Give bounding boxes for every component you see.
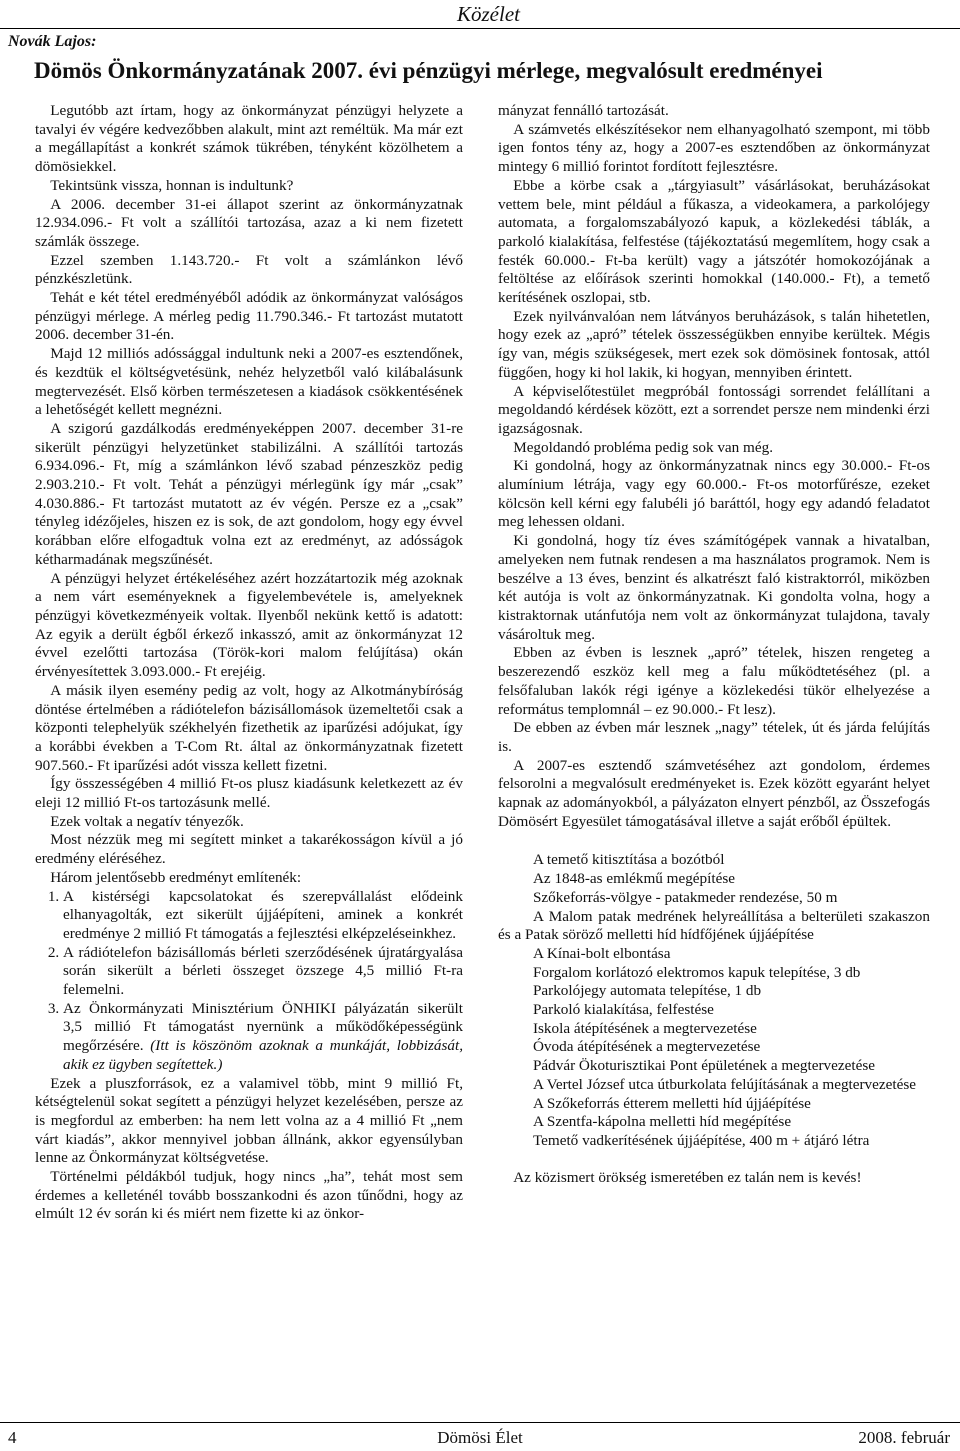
numbered-list	[35, 888, 463, 1075]
achievement-item: Pádvár Ökoturisztikai Pont épületének a megtervezetése	[532, 1057, 875, 1075]
page-number: 4	[8, 1428, 17, 1447]
achievement-item: A Vertel József utca útburkolata felújításának a megtervezetése	[532, 1075, 916, 1093]
right-column	[498, 102, 930, 1187]
paragraph: A 2006. december 31-ei állapot szerint az önkormányzatnak 12.934.096.- Ft volt a szállítói tartozása, azaz a ki nem fizetett számlák összege.	[35, 195, 463, 250]
paragraph: Történelmi példákból tudjuk, hogy nincs „ha”, tehát most sem érdemes a kelleténél tovább bosszankodni és azon tűnődni, hogy az elmúlt 12 év során ki és miért nem fizette ki az önkor-	[35, 1168, 463, 1223]
paragraph: Három jelentősebb eredményt említenék:	[50, 868, 302, 886]
left-column	[35, 102, 463, 1224]
closing-sentence: Az közismert örökség ismeretében ez talán nem is kevés!	[513, 1168, 862, 1186]
achievement-item: A Szőkeforrás étterem melletti híd újjáépítése	[532, 1094, 811, 1112]
achievement-item: A Kínai-bolt elbontása	[532, 944, 671, 962]
achievement-item: Az 1848-as emlékmű megépítése	[532, 870, 735, 888]
paragraph: A képviselőtestület megpróbál fontossági sorrendet felállítani a megoldandó kérdések között, ezt a sorrendet persze nem mindenki érzi igazságosnak.	[498, 382, 930, 437]
paragraph: A szigorú gazdálkodás eredményeképpen 2007. december 31-re sikerült pénzügyi helyzetünket stabilizálni. A szállítói tartozás 6.934.096.- Ft, míg a számlánkon lévő szabad pénzeszköz pedig 2.903.210.- Ft volt. Tehát a pénzügyi mérlegünk így már „csak” 4.030.886.- Ft tartozást mutatott az év végén. Persze ez a „csak” tényleg idézőjeles, hiszen ez is sok, de azt gondolom, hogy egy évvel korábban előre elfogadtuk volna ezt az eredményt, az adósságok kétharmadának megszűnését.	[35, 419, 463, 568]
paragraph: Ezek nyilvánvalóan nem látványos beruházások, s talán hihetetlen, hogy ezek az „apró” tételek összességükben ennyibe kerültek. Mégis így van, mégis szükségesek, mert ezek sok dömösinek fontosak, attól függően, hogy ki hol lakik, ki hogyan, mennyiben érintett.	[498, 307, 930, 381]
paragraph: Ki gondolná, hogy az önkormányzatnak nincs egy 30.000.- Ft-os alumínium létrája, vagy egy 60.000.- Ft-os motorfűrésze, ezeket kölcsön kell kérni egy falubéli jó baráttól, hogy egy adandó feladatot meg lehessen oldani.	[498, 457, 930, 531]
paragraph: Legutóbb azt írtam, hogy az önkormányzat pénzügyi helyzete a tavalyi év végére kedvezőbben alakult, mint azt reméltük. Ma már ezt a megállapítást a konkrét számok tükrében, tényként közölhetem a dömösiekkel.	[35, 102, 463, 176]
paragraph: Ebben az évben is lesznek „apró” tételek, hiszen rengeteg a beszerezendő eszköz kell meg a falu működtetéséhez (pl. a felsőfaluban lakók régi igénye a közlekedési tükör elhelyezése a református templomnál – ez 90.000.- Ft lesz).	[498, 644, 930, 718]
achievement-item: Iskola átépítésének a megtervezetése	[532, 1019, 757, 1037]
achievement-item: Óvoda átépítésének a megtervezetése	[532, 1038, 761, 1056]
author: Novák Lajos:	[8, 33, 97, 50]
achievement-item: A Malom patak medrének helyreállítása a belterületi szakaszon és a Patak söröző melletti híd hídfőjének újjáépítése	[498, 907, 930, 944]
achievement-item: Parkoló kialakítása, felfestése	[532, 1001, 714, 1019]
article-title: Dömös Önkormányzatának 2007. évi pénzügyi mérlege, megvalósult eredményei	[34, 58, 823, 83]
section-label: Közélet	[457, 2, 520, 26]
achievement-item: Parkolójegy automata telepítése, 1 db	[532, 982, 762, 1000]
achievement-item: Temető vadkerítésének újjáépítése, 400 m + átjáró létra	[532, 1131, 870, 1149]
paragraph: mányzat fennálló tartozását.	[498, 102, 669, 119]
paragraph: Most nézzük meg mi segített minket a takarékosságon kívül a jó eredmény eléréséhez.	[35, 831, 463, 868]
list-item-text: A kistérségi kapcsolatokat és szerepvállalást elődeink elhanyagolták, ezt sikerült újjáépíteni, aminek a konkrét eredménye 2 millió Ft támogatás a fejlesztési elképzeléseinkhez.	[63, 887, 463, 942]
achievement-item: Forgalom korlátozó elektromos kapuk telepítése, 3 db	[532, 963, 861, 981]
list-item	[63, 944, 463, 1000]
paragraph: Tehát e két tétel eredményéből adódik az önkormányzat valóságos pénzügyi mérlege. A mérleg pedig 11.790.346.- Ft tartozást mutatott 2006. december 31-én.	[35, 289, 463, 344]
achievement-item: A temető kitisztítása a bozótból	[532, 851, 725, 869]
paragraph: Megoldandó probléma pedig sok van még.	[513, 438, 774, 456]
list-item	[63, 1000, 463, 1075]
list-item-note: (Itt is köszönöm azoknak a munkáját, lobbizását, akik ez ügyben segítettek.)	[63, 1037, 464, 1073]
paragraph: Így összességében 4 millió Ft-os plusz kiadásunk keletkezett az év eleji 12 millió Ft-os tartozásunk mellé.	[35, 775, 463, 812]
achievement-item: Szőkeforrás-völgye - patakmeder rendezése, 50 m	[532, 888, 838, 906]
magazine-name: Dömösi Élet	[437, 1428, 523, 1447]
paragraph: Ebbe a körbe csak a „tárgyiasult” vásárlásokat, beruházásokat vettem bele, mint például a fűkasza, a videokamera, a parkolójegy automata, a forgalomszabályozó kapuk, a közlekedési táblák, a parkoló kialakítása, felfestése (tájékoztatású megemlítem, hogy csak a festék 60.000.- Ft-ba került) vagy a játszótér homokozójának a feltöltése az előírások szerinti homokkal (140.000.- Ft), a temető kerítésének oszlopai, stb.	[498, 176, 930, 307]
paragraph: A pénzügyi helyzet értékeléséhez azért hozzátartozik még azoknak a nem várt eseményeknek a figyelembevétele is, amelyeknek pénzügyi következményeik voltak. Ilyenből nekünk kettő is adatott: Az egyik a derült égből érkező inkasszó, amit az önkormányzat 12 évvel ezelőtti tartozása (Török-kori malom felújítása) okán érvényesítettek 3.093.000.- Ft erejéig.	[35, 569, 463, 681]
paragraph: Majd 12 milliós adóssággal indultunk neki a 2007-es esztendőnek, és kezdtük el költségvetésünk, nehéz helyzetből való kilábalásunk megtervezését. Első körben természetesen a kiadások csökkentésének a lehetőségét kellett megnézni.	[35, 345, 463, 419]
achievements-list	[498, 851, 930, 1150]
paragraph: Ezzel szemben 1.143.720.- Ft volt a számlánkon lévő pénzkészletünk.	[35, 251, 463, 288]
paragraph: De ebben az évben már lesznek „nagy” tételek, út és járda felújítás is.	[498, 719, 930, 755]
bottom-rule	[0, 1422, 960, 1423]
issue-date: 2008. február	[858, 1428, 950, 1447]
top-rule	[0, 28, 960, 29]
paragraph: Ki gondolná, hogy tíz éves számítógépek vannak a hivatalban, amelyeken nem futnak rendesen a ma használatos programok. Nem is beszélve a 13 éves, benzint és alkatrészt faló kistraktorról, miközben két autója is volt az önkormányzatnak. Ki gondolta volna, hogy a kistraktornak utánfutója nem volt az önkormányzat tulajdona, tavaly vásároltuk meg.	[498, 532, 930, 643]
paragraph: Ezek voltak a negatív tényezők.	[50, 812, 244, 830]
paragraph: Tekintsünk vissza, honnan is indultunk?	[50, 176, 294, 194]
list-item-text: Az Önkormányzati Minisztérium ÖNHIKI pályázatán sikerült 3,5 millió Ft támogatást nyernünk a működőképességünk megőrzésére.	[63, 999, 463, 1055]
paragraph: A másik ilyen esemény pedig az volt, hogy az Alkotmánybíróság döntése értelmében a rádiótelefon bázisállomások üzemeltetői csak a központi telephelyük székhelyén fizethetik az iparűzési adójukat, így a korábbi években a T-Com Rt. által az önkormányzatnak fizetett 907.560.- Ft iparűzési adót vissza kellett fizetni.	[35, 681, 463, 774]
list-item-text: A rádiótelefon bázisállomás bérleti szerződésének újratárgyalása során sikerült a bérleti összeget özszege 4,5 millió Ft-ra felemelni.	[63, 943, 463, 999]
paragraph: A 2007-es esztendő számvetéséhez azt gondolom, érdemes felsorolni a megvalósult eredményeket is. Ezek között egyaránt helyet kapnak az adományokból, a pályázaton elnyert pénzből, az Összefogás Dömösért Egyesület támogatásával illetve a saját erőből épültek.	[498, 756, 930, 830]
paragraph: A számvetés elkészítésekor nem elhanyagolható szempont, mi több igen fontos tény az, hogy a 2007-es esztendőben az önkormányzat mintegy 6 millió forintot fordított fejlesztésre.	[498, 120, 930, 176]
paragraph: Ezek a pluszforrások, ez a valamivel több, mint 9 millió Ft, kétségtelenül sokat segített a pénzügyi helyzet kezelésében, persze az is megfordul az emberben: ha nem lett volna az a 4 millió Ft „nem várt kiadás”, akkor mennyivel jobban állnánk, akkor egyensúlyban lenne az Önkormányzat költségvetése.	[35, 1074, 463, 1167]
achievement-item: A Szentfa-kápolna melletti híd megépítése	[532, 1113, 792, 1131]
list-item	[63, 888, 463, 944]
